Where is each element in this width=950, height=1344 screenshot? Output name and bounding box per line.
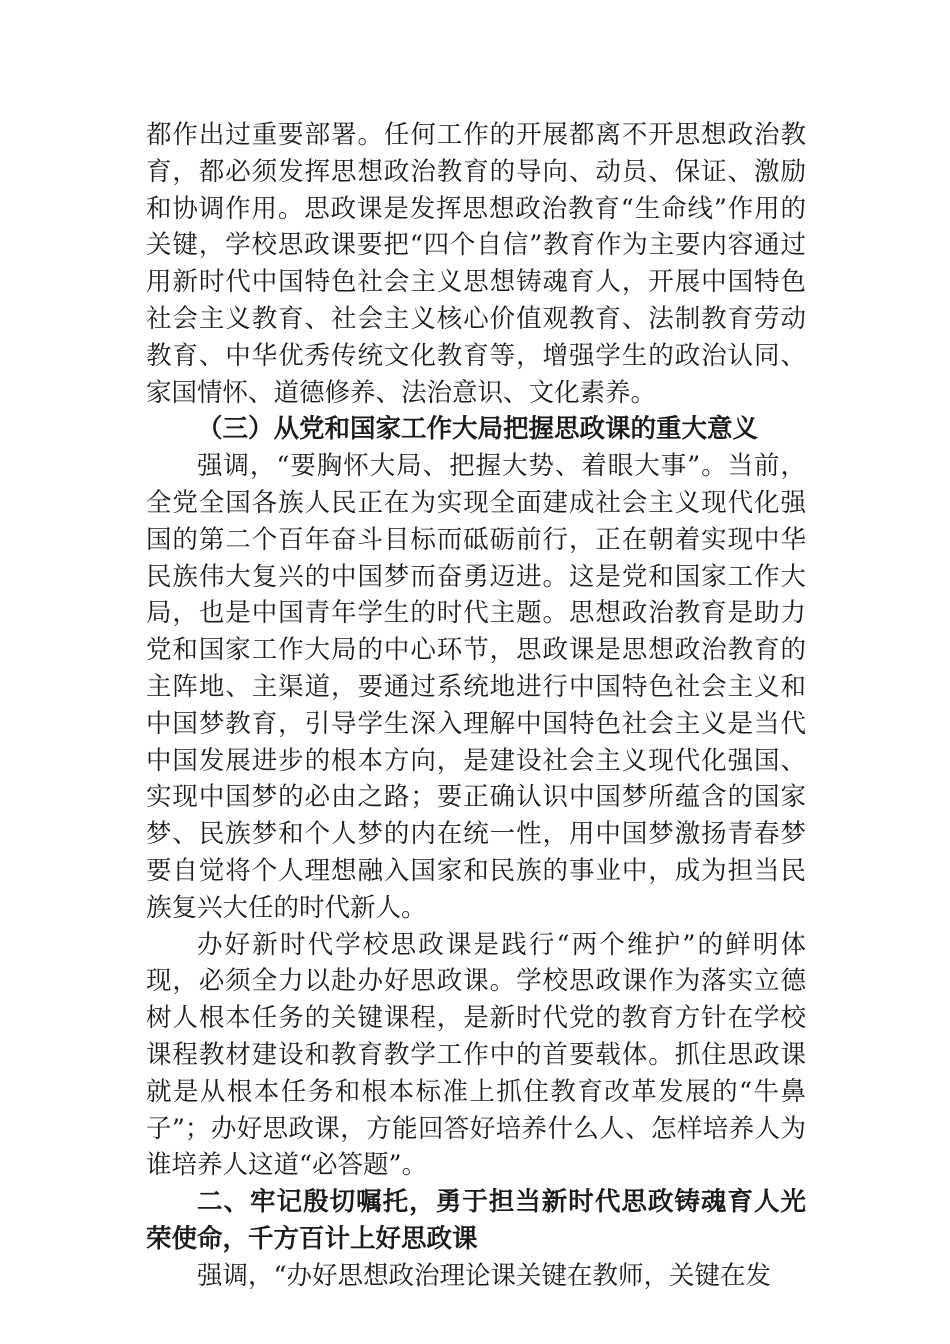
section-subheading: （三）从党和国家工作大局把握思政课的重大意义 [197,414,759,445]
body-paragraph: 强调，“要胸怀大局、把握大势、着眼大事”。当前，全党全国各族人民正在为实现全面建成社会主义现代化强国的第二个百年奋斗目标而砥砺前行，正在朝着实现中华民族伟大复兴的中国梦而奋勇迈进。这是党和国家工作大局，也是中国青年学生的时代主题。思想政治教育是助力党和国家工作大局的中心环节，思政课是思想政治教育的主阵地、主渠道，要通过系统地进行中国特色社会主义和中国梦教育，引导学生深入理解中国特色社会主义是当代中国发展进步的根本方向，是建设社会主义现代化强国、实现中国梦的必由之路；要正确认识中国梦所蕴含的国家梦、民族梦和个人梦的内在统一性，用中国梦激扬青春梦要自觉将个人理想融入国家和民族的事业中，成为担当民族复兴大任的时代新人。 [146,451,806,923]
section-heading: 二、牢记殷切嘱托，勇于担当新时代思政铸魂育人光荣使命，千方百计上好思政课 [146,1187,806,1254]
body-paragraph: 办好新时代学校思政课是践行“两个维护”的鲜明体现，必须全力以赴办好思政课。学校思政课作为落实立德树人根本任务的关键课程，是新时代党的教育方针在学校课程教材建设和教育教学工作中的首要载体。抓住思政课就是从根本任务和根本标准上抓住教育改革发展的“牛鼻子”；办好思政课，方能回答好培养什么人、怎样培养人为谁培养人这道“必答题”。 [146,929,806,1181]
body-paragraph: 都作出过重要部署。任何工作的开展都离不开思想政治教育，都必须发挥思想政治教育的导向、动员、保证、激励和协调作用。思政课是发挥思想政治教育“生命线”作用的关键，学校思政课要把“四个自信”教育作为主要内容通过用新时代中国特色社会主义思想铸魂育人，开展中国特色社会主义教育、社会主义核心价值观教育、法制教育劳动教育、中华优秀传统文化教育等，增强学生的政治认同、家国情怀、道德修养、法治意识、文化素养。 [146,120,806,408]
document-body [146,117,806,1295]
body-paragraph: 强调，“办好思想政治理论课关键在教师，关键在发 [197,1260,772,1291]
